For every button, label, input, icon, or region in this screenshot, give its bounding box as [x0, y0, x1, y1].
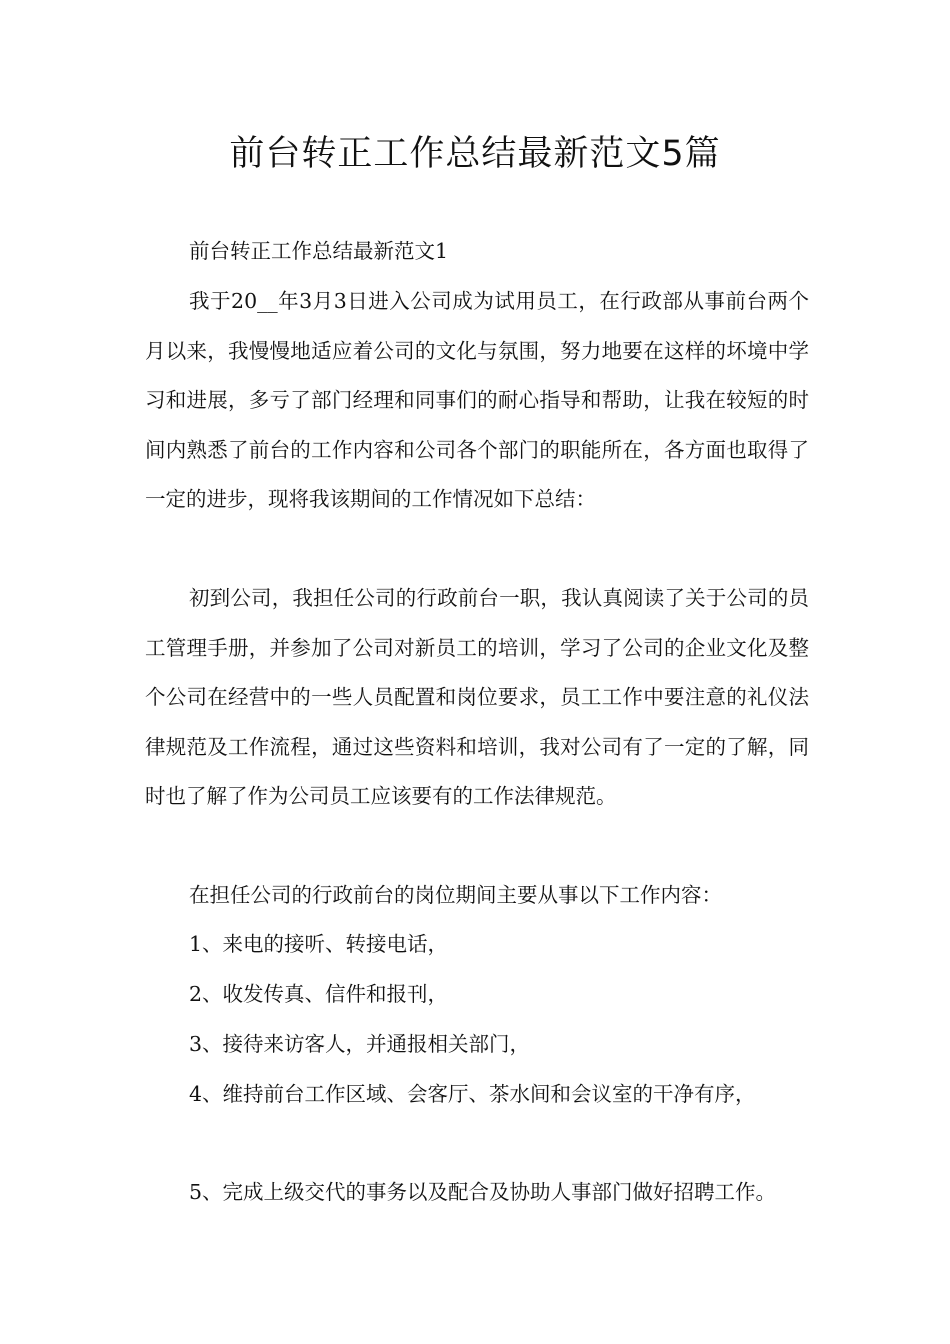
duty-list-item: 2、收发传真、信件和报刊，	[189, 982, 449, 1006]
paragraph-intro: 我于20__年3月3日进入公司成为试用员工，在行政部从事前台两个月以来，我慢慢地适应着公司的文化与氛围，努力地要在这样的坏境中学习和进展，多亏了部门经理和同事们的耐心指导和帮助，让我在较短的时间内熟悉了前台的工作内容和公司各个部门的职能所在，各方面也取得了一定的进步，现将我该期间的工作情况如下总结：	[145, 289, 809, 511]
section-subheading: 前台转正工作总结最新范文1	[189, 239, 449, 263]
paragraph-onboarding: 初到公司，我担任公司的行政前台一职，我认真阅读了关于公司的员工管理手册，并参加了公司对新员工的培训，学习了公司的企业文化及整个公司在经营中的一些人员配置和岗位要求，员工工作中要注意的礼仪法律规范及工作流程，通过这些资料和培训，我对公司有了一定的了解，同时也了解了作为公司员工应该要有的工作法律规范。	[145, 586, 809, 808]
duty-list-item: 1、来电的接听、转接电话，	[189, 932, 449, 956]
document-title: 前台转正工作总结最新范文5篇	[229, 134, 721, 174]
duty-list-item: 4、维持前台工作区域、会客厅、茶水间和会议室的干净有序，	[189, 1082, 756, 1106]
duty-list-item: 5、完成上级交代的事务以及配合及协助人事部门做好招聘工作。	[189, 1180, 777, 1204]
paragraph-duties-intro: 在担任公司的行政前台的岗位期间主要从事以下工作内容：	[189, 883, 722, 907]
duty-list-item: 3、接待来访客人，并通报相关部门，	[189, 1032, 531, 1056]
